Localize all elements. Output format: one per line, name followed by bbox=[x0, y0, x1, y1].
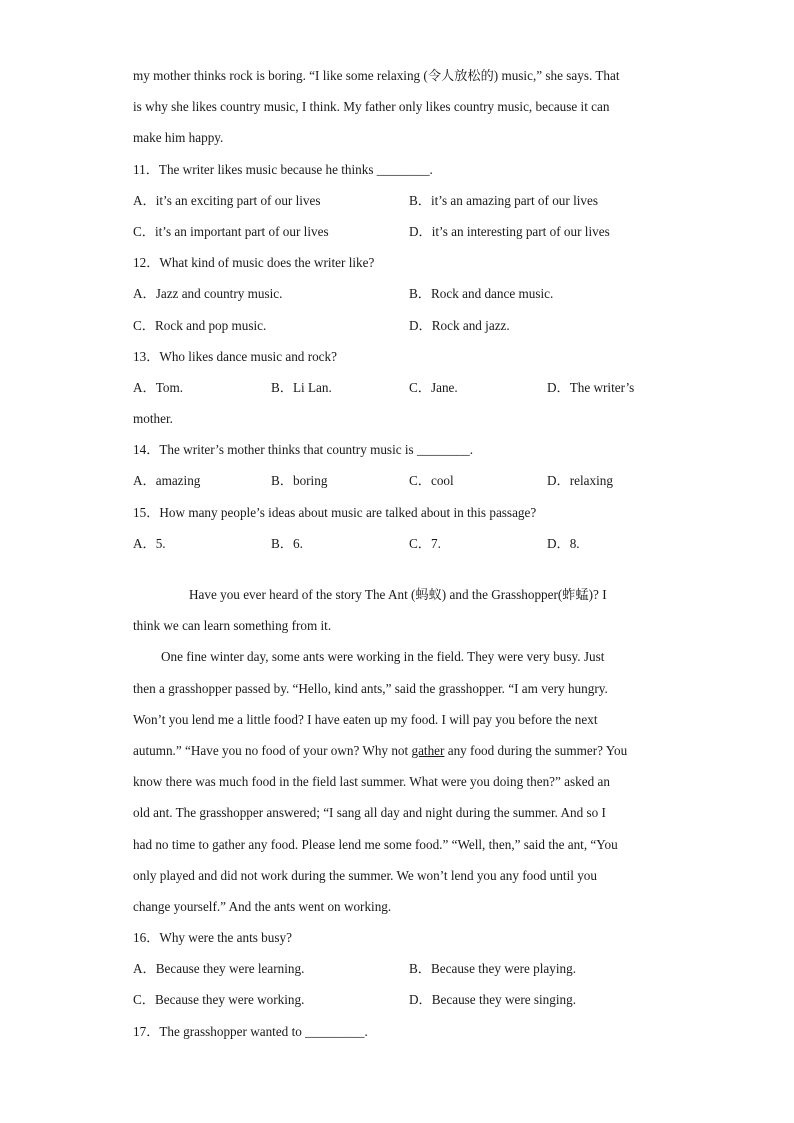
option-d: D．The writer’s bbox=[547, 379, 635, 395]
passage-line: old ant. The grasshopper answered; “I sang all day and night during the summer. And so I bbox=[133, 805, 606, 821]
option-d-continued: mother. bbox=[133, 411, 173, 427]
question-12-options bbox=[133, 310, 663, 341]
option-c: C．Because they were working. bbox=[133, 992, 305, 1008]
option-d: D．relaxing bbox=[547, 473, 613, 489]
question-11-options bbox=[133, 185, 663, 216]
option-b: B．Because they were playing. bbox=[409, 961, 576, 977]
passage-line: then a grasshopper passed by. “Hello, kind ants,” said the grasshopper. “I am very hungry. bbox=[133, 680, 608, 696]
option-d: D．Because they were singing. bbox=[409, 992, 576, 1008]
question-16-stem: 16．Why were the ants busy? bbox=[133, 930, 292, 946]
option-c: C．it’s an important part of our lives bbox=[133, 223, 329, 239]
option-c: C．7. bbox=[409, 535, 441, 551]
question-11-stem: 11．The writer likes music because he thinks ________. bbox=[133, 161, 433, 177]
question-14-stem: 14．The writer’s mother thinks that country music is ________. bbox=[133, 442, 474, 458]
option-b: B．Rock and dance music. bbox=[409, 286, 554, 302]
question-11-options bbox=[133, 216, 663, 247]
option-d: D．it’s an interesting part of our lives bbox=[409, 223, 610, 239]
passage-line: my mother thinks rock is boring. “I like some relaxing (令人放松的) music,” she says. That bbox=[133, 68, 620, 83]
passage-line: Won’t you lend me a little food? I have eaten up my food. I will pay you before the next bbox=[133, 711, 598, 727]
option-c: C．Rock and pop music. bbox=[133, 317, 267, 333]
option-b: B．6. bbox=[271, 535, 303, 551]
option-d: D．8. bbox=[547, 535, 580, 551]
question-16-options bbox=[133, 953, 663, 984]
question-16-options bbox=[133, 984, 663, 1015]
passage-line: know there was much food in the field last summer. What were you doing then?” asked an bbox=[133, 774, 610, 790]
worksheet-page bbox=[133, 60, 663, 1047]
option-a: A．amazing bbox=[133, 473, 201, 489]
section-gap bbox=[133, 559, 663, 579]
option-a: A．Tom. bbox=[133, 379, 183, 395]
passage-intro-line: Have you ever heard of the story The Ant (蚂蚁) and the Grasshopper(蚱蜢)? I bbox=[189, 587, 607, 602]
option-d: D．Rock and jazz. bbox=[409, 317, 510, 333]
option-a: A．Because they were learning. bbox=[133, 961, 305, 977]
option-a: A．5. bbox=[133, 535, 166, 551]
passage-line: One fine winter day, some ants were working in the field. They were very busy. Just bbox=[161, 649, 605, 665]
option-c: C．Jane. bbox=[409, 379, 458, 395]
passage-line: change yourself.” And the ants went on working. bbox=[133, 898, 392, 914]
question-14-options bbox=[133, 465, 663, 496]
passage-intro-line: think we can learn something from it. bbox=[133, 618, 332, 634]
option-b: B．it’s an amazing part of our lives bbox=[409, 192, 598, 208]
option-a: A．Jazz and country music. bbox=[133, 286, 283, 302]
passage-text: autumn.” “Have you no food of your own? Why not bbox=[133, 742, 412, 758]
passage-line: make him happy. bbox=[133, 130, 224, 146]
question-13-options bbox=[133, 372, 663, 403]
passage-line: only played and did not work during the summer. We won’t lend you any food until you bbox=[133, 867, 597, 883]
question-17-stem: 17．The grasshopper wanted to _________. bbox=[133, 1023, 368, 1039]
underlined-word: gather bbox=[411, 742, 445, 758]
passage-line bbox=[133, 735, 663, 766]
question-12-stem: 12．What kind of music does the writer like? bbox=[133, 255, 375, 271]
option-b: B．Li Lan. bbox=[271, 379, 332, 395]
passage-line: is why she likes country music, I think. My father only likes country music, because it can bbox=[133, 99, 610, 115]
option-c: C．cool bbox=[409, 473, 454, 489]
passage-text: any food during the summer? You bbox=[444, 742, 628, 758]
option-a: A．it’s an exciting part of our lives bbox=[133, 192, 321, 208]
question-15-options bbox=[133, 528, 663, 559]
question-15-stem: 15．How many people’s ideas about music are talked about in this passage? bbox=[133, 504, 537, 520]
question-12-options bbox=[133, 278, 663, 309]
option-b: B．boring bbox=[271, 473, 328, 489]
question-13-stem: 13．Who likes dance music and rock? bbox=[133, 348, 337, 364]
passage-line: had no time to gather any food. Please lend me some food.” “Well, then,” said the ant, “You bbox=[133, 836, 618, 852]
